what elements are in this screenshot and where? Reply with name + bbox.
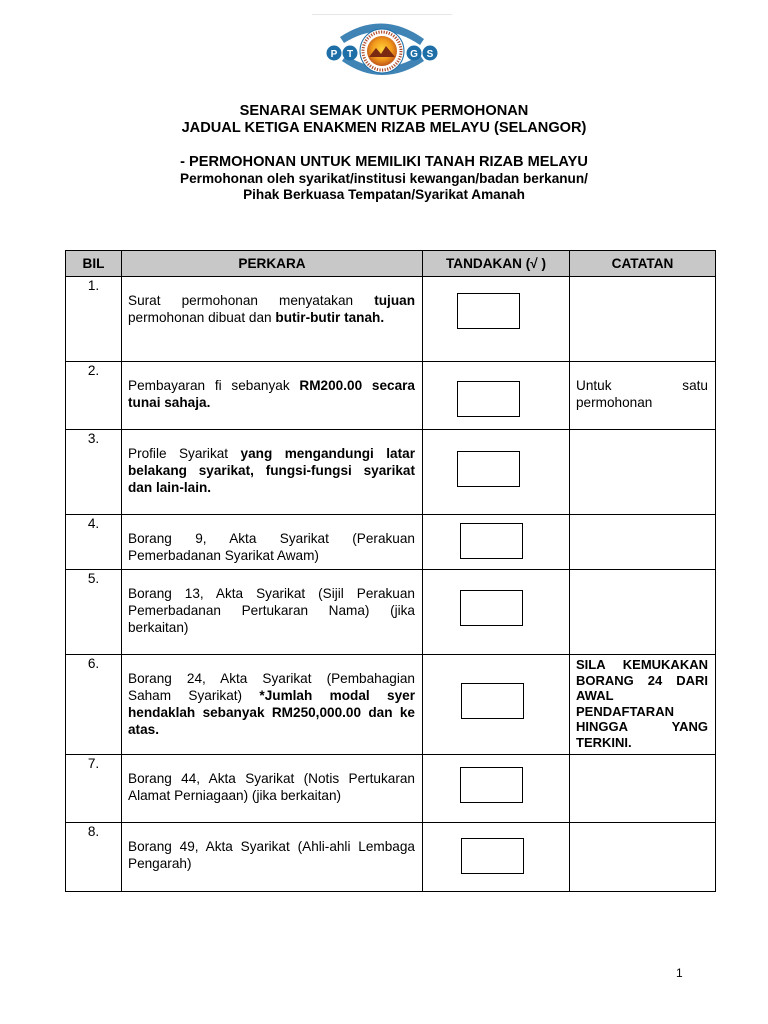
row-item-description xyxy=(122,755,423,823)
header-tandakan: TANDAKAN (√ ) xyxy=(423,251,570,277)
title-line-2: JADUAL KETIGA ENAKMEN RIZAB MELAYU (SELANGOR) xyxy=(181,120,587,136)
row-number: 2. xyxy=(66,362,122,430)
description-text: Borang 9, Akta Syarikat (Perakuan Pemerbadanan Syarikat Awam) xyxy=(128,531,415,563)
logo-letter-t: T xyxy=(346,49,354,60)
row-item-description xyxy=(122,823,423,892)
tick-checkbox[interactable] xyxy=(461,838,524,874)
subtitle-line-3: Pihak Berkuasa Tempatan/Syarikat Amanah xyxy=(243,187,525,202)
row-tick-cell xyxy=(423,362,570,430)
checklist-table xyxy=(65,250,716,892)
row-number: 5. xyxy=(66,570,122,655)
title-line-1: SENARAI SEMAK UNTUK PERMOHONAN xyxy=(239,103,529,119)
row-item-description xyxy=(122,515,423,570)
row-remarks xyxy=(570,277,716,362)
tick-checkbox[interactable] xyxy=(457,451,520,487)
row-item-description xyxy=(122,430,423,515)
tick-checkbox[interactable] xyxy=(457,293,520,329)
row-tick-cell xyxy=(423,515,570,570)
description-bold-text: yang mengandungi latar belakang syarikat, fungsi-fungsi syarikat dan lain-lain. xyxy=(128,446,415,495)
tick-checkbox[interactable] xyxy=(460,523,523,559)
row-remarks: SILA KEMUKAKAN BORANG 24 DARI AWAL PENDAFTARAN HINGGA YANG TERKINI. xyxy=(570,655,716,755)
logo-letter-s: S xyxy=(426,49,434,60)
logo-emblem xyxy=(312,15,452,89)
row-remarks xyxy=(570,823,716,892)
logo-letter-p: P xyxy=(330,49,338,60)
table-row xyxy=(66,362,716,430)
tick-checkbox[interactable] xyxy=(461,683,524,719)
row-number: 4. xyxy=(66,515,122,570)
table-header-row xyxy=(66,251,716,277)
row-tick-cell xyxy=(423,823,570,892)
row-number: 7. xyxy=(66,755,122,823)
row-remarks: Untuk satu permohonan xyxy=(570,362,716,430)
description-text: Borang 24, Akta Syarikat (Pembahagian Saham Syarikat) xyxy=(128,671,415,703)
row-number: 1. xyxy=(66,277,122,362)
row-tick-cell xyxy=(423,430,570,515)
row-tick-cell xyxy=(423,570,570,655)
tick-checkbox[interactable] xyxy=(457,381,520,417)
description-bold-text: *Jumlah modal syer hendaklah sebanyak RM250,000.00 dan ke atas. xyxy=(128,688,415,737)
table-row xyxy=(66,277,716,362)
description-text: Borang 44, Akta Syarikat (Notis Pertukaran Alamat Perniagaan) (jika berkaitan) xyxy=(128,771,415,803)
header-bil: BIL xyxy=(66,251,122,277)
row-item-description xyxy=(122,570,423,655)
row-item-description xyxy=(122,362,423,430)
header-catatan: CATATAN xyxy=(570,251,716,277)
row-tick-cell xyxy=(423,277,570,362)
description-bold-text: RM200.00 secara tunai sahaja. xyxy=(128,378,415,410)
table-row xyxy=(66,823,716,892)
document-heading xyxy=(0,103,768,203)
table-row xyxy=(66,515,716,570)
description-text: Pembayaran fi sebanyak xyxy=(128,378,300,393)
table-row xyxy=(66,755,716,823)
row-tick-cell xyxy=(423,755,570,823)
header-perkara: PERKARA xyxy=(122,251,423,277)
description-bold-text: tujuan xyxy=(374,293,415,308)
row-remarks xyxy=(570,570,716,655)
description-bold-text: butir-butir tanah. xyxy=(275,310,385,325)
row-number: 3. xyxy=(66,430,122,515)
subtitle-line-2: Permohonan oleh syarikat/institusi kewangan/badan berkanun/ xyxy=(180,171,588,186)
subtitle-line-1: - PERMOHONAN UNTUK MEMILIKI TANAH RIZAB MELAYU xyxy=(180,154,588,170)
tick-checkbox[interactable] xyxy=(460,590,523,626)
description-text: Borang 13, Akta Syarikat (Sijil Perakuan Pemerbadanan Pertukaran Nama) (jika berkaitan) xyxy=(128,586,415,635)
row-tick-cell xyxy=(423,655,570,755)
description-text: Surat permohonan menyatakan xyxy=(128,293,375,308)
page-number: 1 xyxy=(676,966,683,980)
organisation-logo xyxy=(312,14,452,89)
row-remarks xyxy=(570,430,716,515)
description-text: Borang 49, Akta Syarikat (Ahli-ahli Lembaga Pengarah) xyxy=(128,839,415,871)
tick-checkbox[interactable] xyxy=(460,767,523,803)
row-number: 8. xyxy=(66,823,122,892)
row-remarks xyxy=(570,515,716,570)
description-text: Profile Syarikat xyxy=(128,446,241,461)
table-row xyxy=(66,570,716,655)
table-row xyxy=(66,655,716,755)
row-remarks xyxy=(570,755,716,823)
row-number: 6. xyxy=(66,655,122,755)
row-item-description xyxy=(122,277,423,362)
row-item-description xyxy=(122,655,423,755)
table-row xyxy=(66,430,716,515)
logo-letter-g: G xyxy=(410,49,418,60)
description-text: permohonan dibuat dan xyxy=(128,310,276,325)
